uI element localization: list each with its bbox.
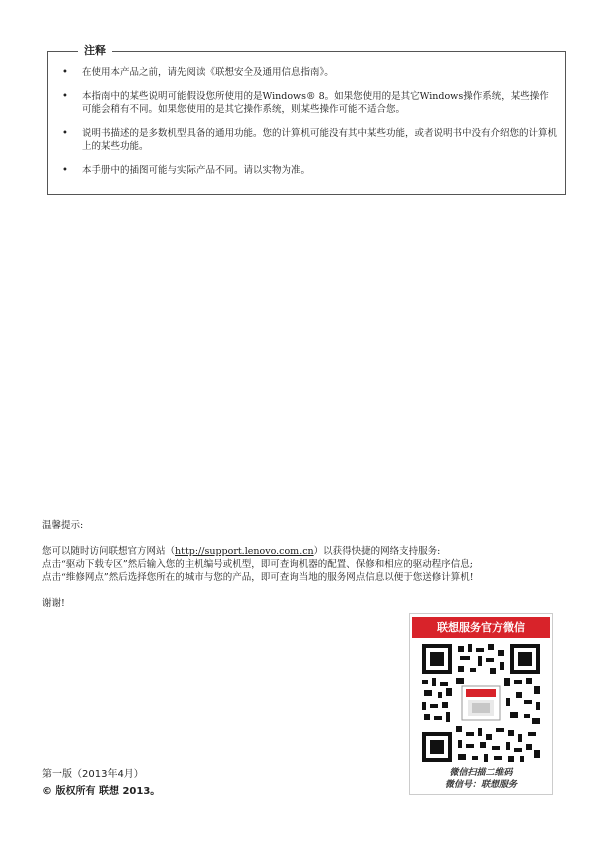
tips-line-repair: 点击“维修网点”然后选择您所在的城市与您的产品，即可查询当地的服务网点信息以便于您送修计算机!	[42, 572, 474, 583]
wechat-qr-panel	[409, 613, 553, 795]
qr-caption-line2: 微信号：联想服务	[444, 780, 517, 790]
note-item	[62, 90, 557, 116]
tips-line-website	[42, 545, 552, 558]
bullet-icon: •	[62, 165, 68, 176]
bullet-icon: •	[62, 67, 68, 78]
qr-banner: 联想服务官方微信	[412, 617, 550, 638]
note-item	[62, 164, 557, 177]
note-item	[62, 66, 557, 79]
note-box	[47, 44, 566, 195]
tips-line1-before: 您可以随时访问联想官方网站（	[42, 546, 176, 557]
note-title: 注释	[78, 43, 112, 59]
copyright-line: © 版权所有 联想 2013。	[42, 786, 161, 797]
tips-line-driver: 点击“驱动下载专区”然后输入您的主机编号或机型，即可查询机器的配置、保修和相应的驱动程序信息;	[42, 559, 473, 570]
note-item-text: 本手册中的插图可能与实际产品不同。请以实物为准。	[82, 165, 311, 176]
edition-info	[42, 766, 160, 800]
support-link[interactable]: http://support.lenovo.com.cn	[175, 546, 314, 557]
tips-thanks: 谢谢!	[42, 598, 65, 609]
tips-section	[42, 519, 552, 610]
qr-caption	[414, 767, 548, 791]
note-item-text: 在使用本产品之前，请先阅读《联想安全及通用信息指南》。	[82, 67, 334, 78]
qr-code-icon[interactable]	[420, 642, 542, 764]
edition-line: 第一版（2013年4月）	[42, 769, 144, 780]
tips-heading: 温馨提示:	[42, 520, 84, 531]
note-item	[62, 127, 557, 153]
qr-caption-line1: 微信扫描二维码	[449, 768, 513, 778]
note-list	[62, 66, 557, 188]
tips-line1-after: ）以获得快捷的网络支持服务:	[313, 546, 441, 557]
bullet-icon: •	[62, 128, 68, 139]
bullet-icon: •	[62, 91, 68, 102]
note-item-text: 本指南中的某些说明可能假设您所使用的是Windows® 8。如果您使用的是其它Windows操作系统，某些操作可能会稍有不同。如果您使用的是其它操作系统，则某些操作可能不适合您。	[82, 91, 549, 115]
note-item-text: 说明书描述的是多数机型具备的通用功能。您的计算机可能没有其中某些功能，或者说明书中没有介绍您的计算机上的某些功能。	[82, 128, 558, 152]
